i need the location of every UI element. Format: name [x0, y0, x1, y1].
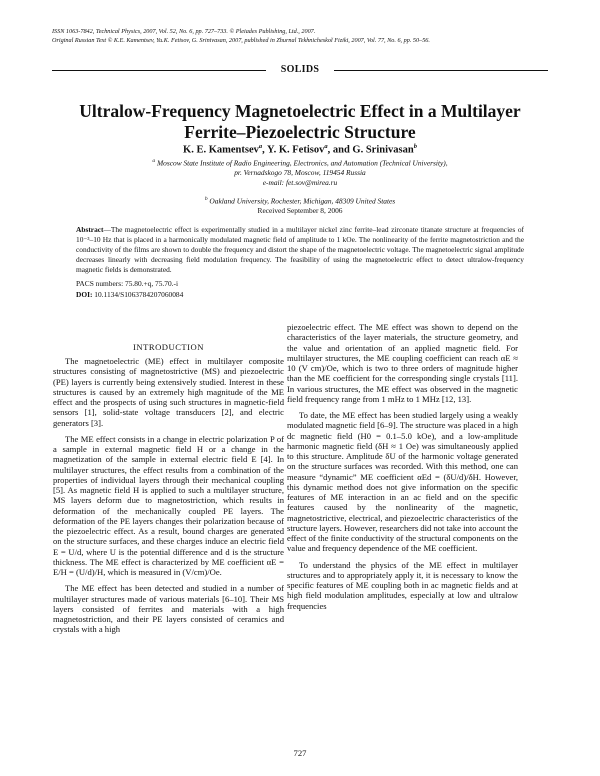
received-date: Received September 8, 2006	[257, 206, 343, 215]
section-rule-right	[334, 70, 548, 71]
paragraph: The ME effect consists in a change in electric polarization P of a sample in external magnetic field H or a change in the magnetization of the sample in external electric field E [4]. In multilayer structures, the effect results from a combination of the properties of individual layers through their mechanical coupling [5]. As magnetic field H is applied to such a multilayer structure, MS layers deform due to magnetostriction, which results in deformation of the mechanically coupled PE layers. The deformation of the PE layers changes their polarization because of the piezoelectric effect. As a result, bound charges are generated on the structure surfaces, and these charges induce an electric field E = U/d, where U is the potential difference and d is the structure thickness. The ME effect is characterized by ME coefficient αE = E/H = (U/d)/H, which is measured in (V/cm)/Oe.	[53, 433, 284, 577]
affiliation-b-mark: b	[204, 196, 208, 202]
paper-title	[40, 101, 560, 143]
author-separator-1: ,	[262, 144, 267, 156]
right-column	[287, 322, 518, 617]
affiliation-a-mark: a	[152, 158, 156, 164]
author-2-affiliation-mark: a	[324, 143, 328, 150]
affiliation-b	[60, 195, 540, 206]
doi	[76, 290, 183, 299]
journal-header-line-1: ISSN 1063-7842, Technical Physics, 2007, Vol. 52, No. 6, pp. 727–733. © Pleiades Publishing, Ltd., 2007.	[52, 28, 316, 35]
abstract-text: —The magnetoelectric effect is experimentally studied in a multilayer nickel zinc ferrite–lead zirconate titanate structure at frequencies of 10⁻³–10 Hz that is placed in a harmonically modulated magnetic field of amplitude to 1 kOe. The nonlinearity of the ferrite magnetostriction and the conductivity of the films are shown to double the frequency and distort the shape of the magnetoelectric voltage. The magnetoelectric signal amplitude decreases linearly with decreasing field modulation frequency. The feasibility of using the magnetoelectric effect to detect ultralow-frequency magnetic fields is demonstrated.	[76, 225, 524, 274]
paper-title-line-1: Ultralow-Frequency Magnetoelectric Effect in a Multilayer	[79, 101, 521, 121]
affiliation-b-institution: Oakland University, Rochester, Michigan, 48309 United States	[207, 196, 396, 206]
paragraph: The ME effect has been detected and studied in a number of multilayer structures made of various materials [6–10]. Their MS layers consisted of ferrites and materials with a high magnetostriction, and their PE layers consisted of ceramics and crystals with a high	[53, 583, 284, 635]
author-2: Y. K. Fetisov	[266, 144, 325, 156]
affiliation-a-line-1	[60, 157, 540, 168]
paragraph: To understand the physics of the ME effect in multilayer structures and to appropriately apply it, it is necessary to know the specific features of ME coupling both in ac magnetic fields and at high field modulation amplitudes, especially at low and ultralow frequencies	[287, 559, 518, 611]
author-1: K. E. Kamentsev	[183, 144, 259, 156]
affiliation-a-institution: Moscow State Institute of Radio Engineering, Electronics, and Automation (Technical University),	[155, 158, 448, 168]
affiliation-a-email: e-mail: fet.sov@mirea.ru	[262, 178, 338, 188]
author-3-affiliation-mark: b	[413, 143, 417, 150]
doi-label: DOI:	[76, 290, 93, 299]
page-number: 727	[293, 748, 307, 758]
paper-title-line-2: Ferrite–Piezoelectric Structure	[184, 122, 416, 142]
abstract	[76, 225, 524, 275]
author-3: G. Srinivasan	[352, 144, 414, 156]
paragraph: To date, the ME effect has been studied largely using a weakly modulated magnetic field [6–9]. The structure was placed in a high dc magnetic field (H0 = 0.1–5.0 kOe), and a low-amplitude harmonic magnetic field (δH ≈ 1 Oe) was simultaneously applied to this structure. Amplitude δU of the harmonic voltage generated on the structure surfaces was recorded. With this method, one can measure “dynamic” ME coefficient αEd = (δU/d)/δH. However, this dynamic method does not give information on the specific features of ME interaction in an ac field and on the specific features caused by the nonlinearity of the magnetic, magnetostrictive, electrical, and piezoelectric characteristics of the structure layers. However, researchers did not take into account the effect of the finite conductivity of the structural components on the value and frequency dependence of the ME coefficient.	[287, 410, 518, 554]
paragraph: piezoelectric effect. The ME effect was shown to depend on the characteristics of the layer materials, the structure geometry, and the value and orientation of an applied magnetic field. For multilayer structures, the ME coupling coefficient can reach αE ≈ 10 (V cm)/Oe, which is two to three orders of magnitude higher than the ME coefficient for the corresponding single crystals [11]. In various structures, the ME effect was observed in the magnetic field frequency range from 1 mHz to 1 MHz [12, 13].	[287, 322, 518, 404]
affiliation-a-address: pr. Vernadskogo 78, Moscow, 119454 Russia	[234, 168, 366, 178]
pacs-numbers: PACS numbers: 75.80.+q, 75.70.-i	[76, 279, 179, 288]
section-label: SOLIDS	[280, 64, 320, 75]
abstract-label: Abstract	[76, 225, 104, 234]
journal-header-line-2: Original Russian Text © K.E. Kamentsev, Yu.K. Fetisov, G. Srinivasan, 2007, published in Zhurnal Tekhnicheskoĭ Fiziki, 2007, Vol. 77, No. 6, pp. 50–56.	[52, 37, 430, 44]
author-1-affiliation-mark: a	[258, 143, 263, 150]
doi-value: 10.1134/S1063784207060084	[92, 290, 184, 299]
author-list	[60, 143, 540, 156]
left-column	[53, 356, 284, 641]
affiliation-a	[60, 157, 540, 188]
section-rule-left	[52, 70, 266, 71]
introduction-heading: INTRODUCTION	[133, 342, 204, 352]
paragraph: The magnetoelectric (ME) effect in multilayer composite structures consisting of magnetostrictive (MS) and piezoelectric (PE) layers is currently being extensively studied. Interest in these structures is caused by an extremely high magnitude of the ME effect and the prospects of using such structures in magnetic-field sensors [1], solid-state voltage transducers [2], and electric generators [3].	[53, 356, 284, 428]
author-separator-2: , and	[327, 144, 353, 156]
